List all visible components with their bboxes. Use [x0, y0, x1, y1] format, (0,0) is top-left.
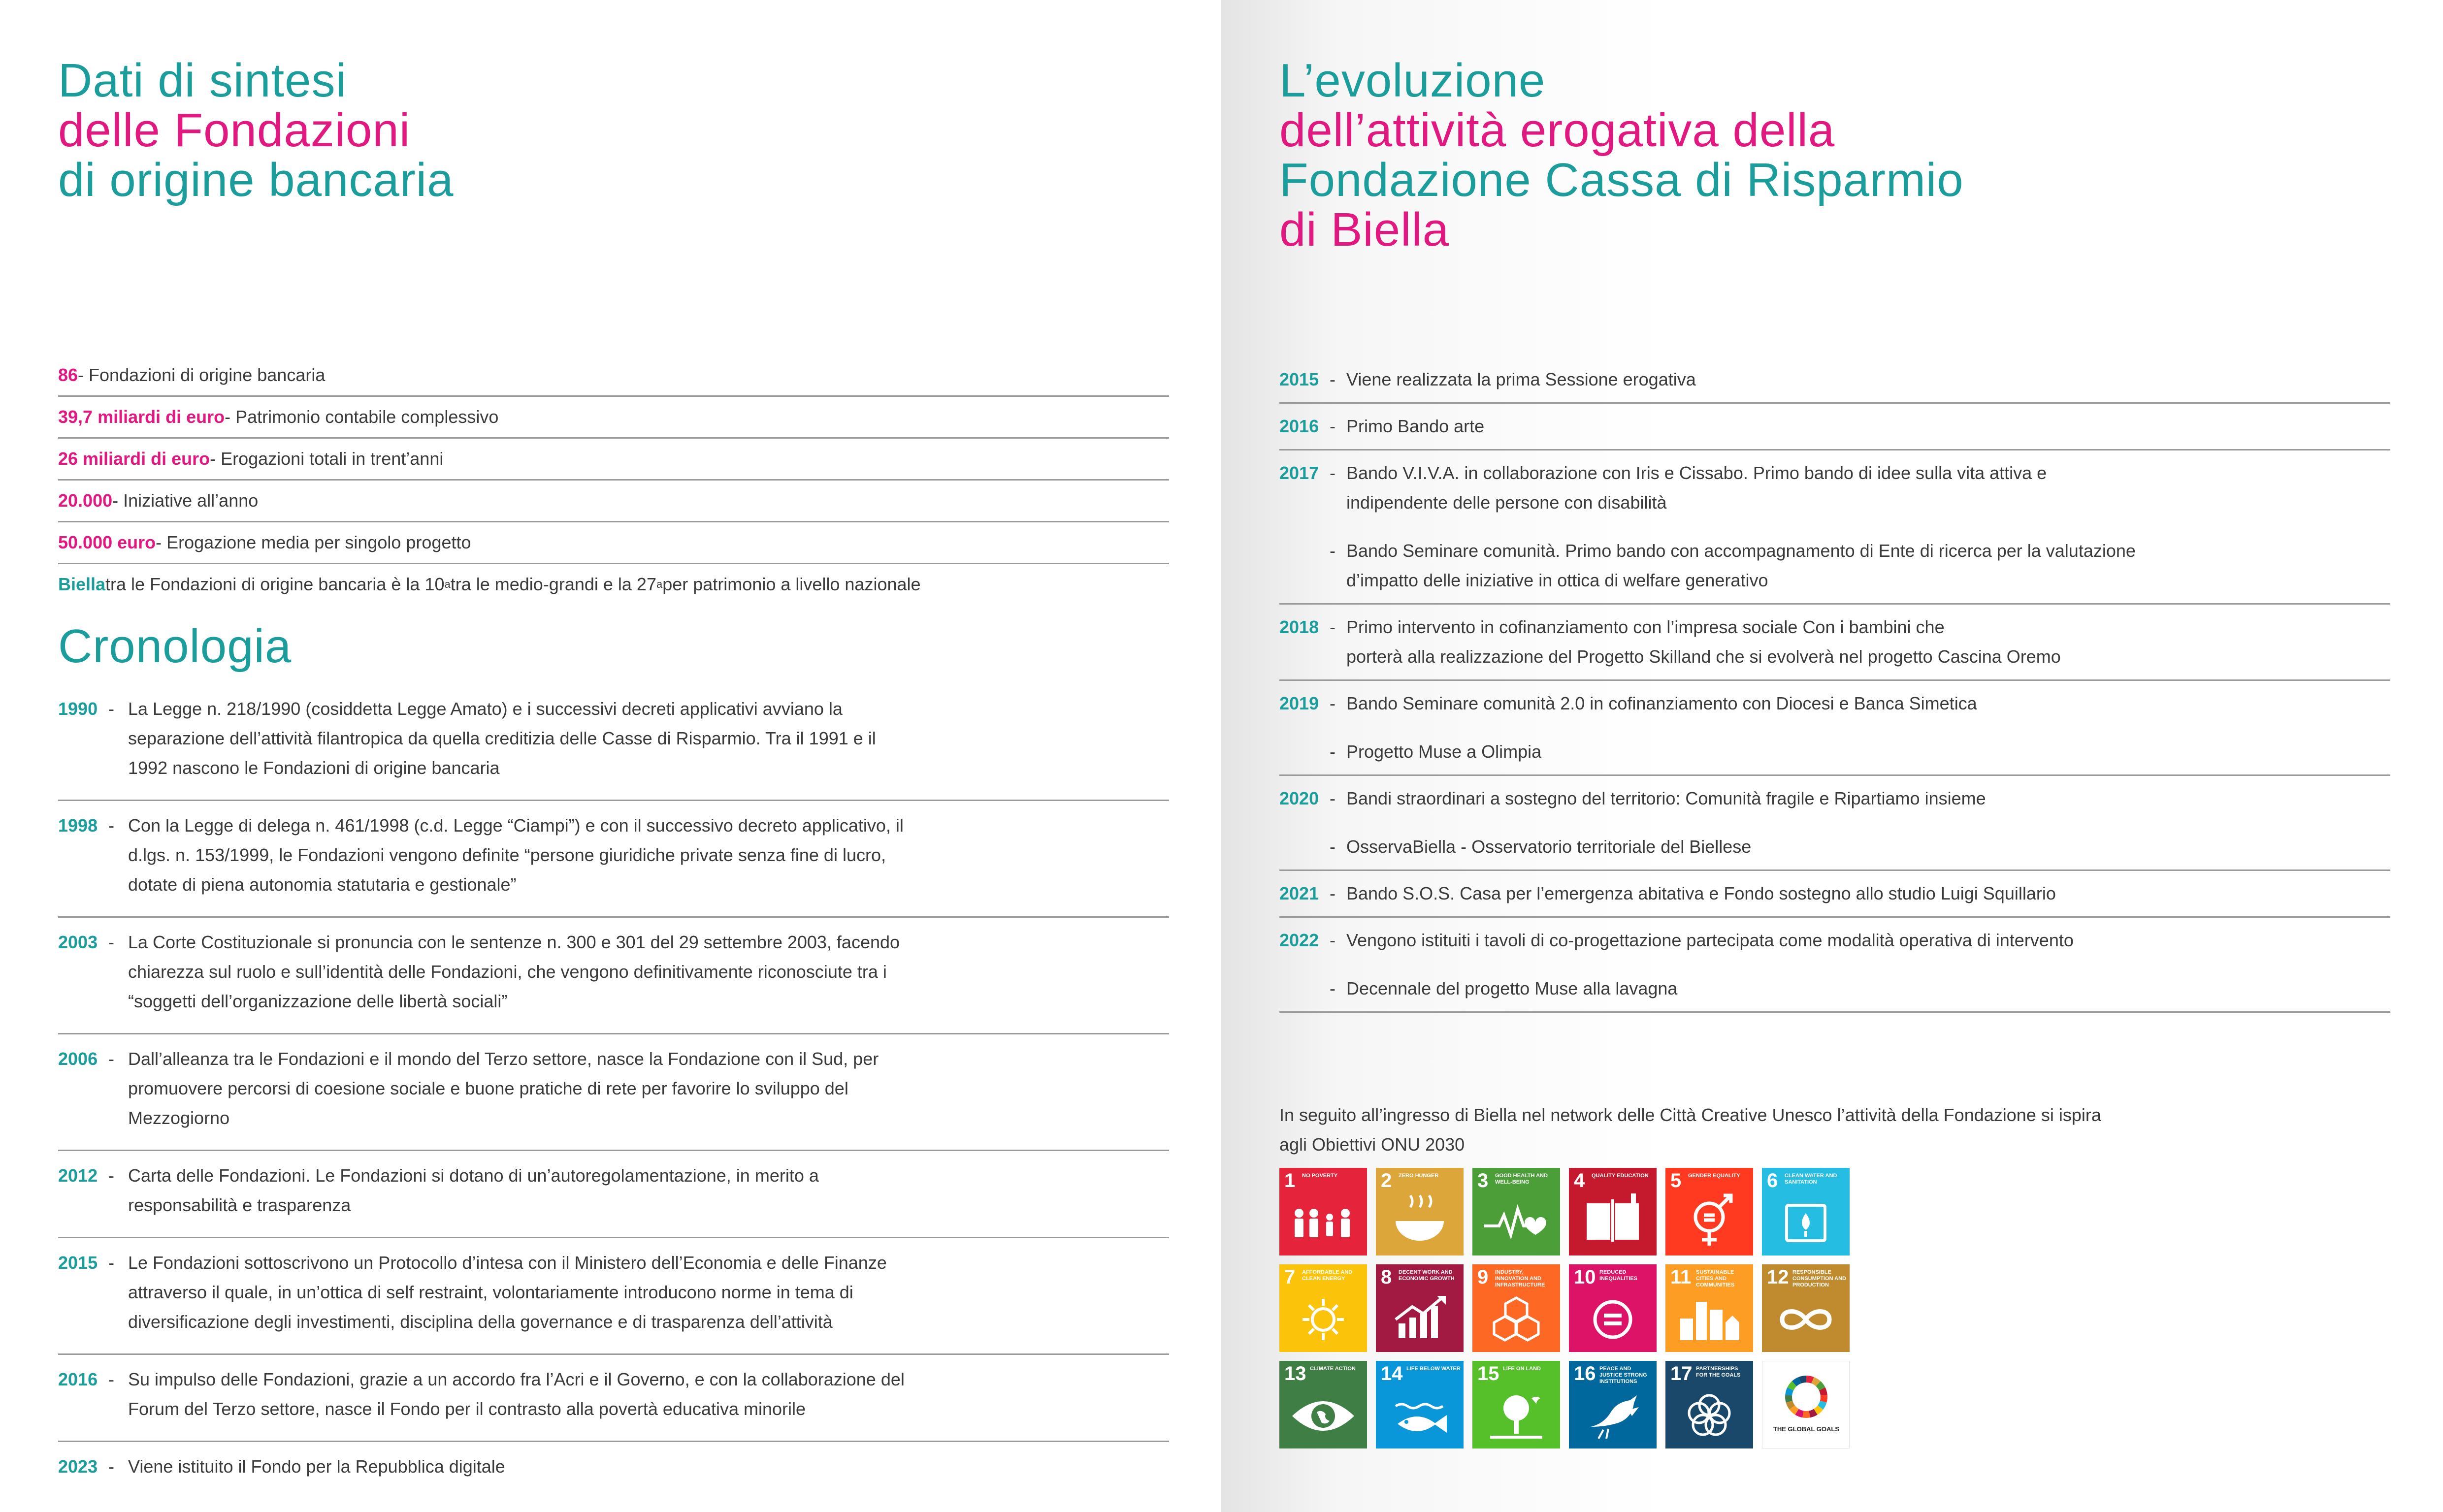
global-goals-logo	[1762, 1361, 1850, 1448]
text-line: Viene istituito il Fondo per la Repubblica digitale	[128, 1456, 505, 1477]
sdg-label: QUALITY EDUCATION	[1592, 1173, 1649, 1179]
text-line: Forum del Terzo settore, nasce il Fondo per il contrasto alla povertà educativa minorile	[128, 1399, 806, 1419]
cronologia-year: 1998	[58, 815, 98, 836]
evoluzione-item	[1330, 926, 2390, 955]
sdg-label: CLEAN WATER AND SANITATION	[1785, 1173, 1837, 1185]
sdg-tile-12	[1762, 1264, 1850, 1352]
sdg-label: SUSTAINABLE CITIES AND COMMUNITIES	[1696, 1269, 1735, 1288]
sdg-number: 15	[1477, 1363, 1499, 1384]
dash-marker: -	[1330, 836, 1336, 857]
sdg-tile-8	[1376, 1264, 1464, 1352]
right-title-line-3: Fondazione Cassa di Risparmio	[1279, 154, 1964, 206]
evoluzione-text	[1346, 737, 1541, 767]
dash-marker: -	[108, 1049, 114, 1069]
cronologia-row	[58, 1238, 1169, 1355]
evoluzione-items	[1330, 926, 2390, 1003]
sdg-number: 10	[1574, 1266, 1596, 1288]
cronologia-year: 2012	[58, 1165, 98, 1186]
evoluzione-text	[1346, 412, 1484, 441]
sdg-tile-7	[1279, 1264, 1367, 1352]
sdg-intro-line-1: In seguito all’ingresso di Biella nel network delle Città Creative Unesco l’attività della Fondazione si ispira	[1279, 1105, 2101, 1125]
sdg-label: GOOD HEALTH AND WELL-BEING	[1495, 1173, 1548, 1185]
dash-marker: -	[108, 815, 114, 836]
text-line: Carta delle Fondazioni. Le Fondazioni si dotano di un’autoregolamentazione, in merito a	[128, 1165, 819, 1186]
summary-value: 86	[58, 365, 78, 385]
evoluzione-items	[1330, 689, 2390, 767]
evoluzione-item	[1330, 879, 2390, 908]
cronologia-text	[128, 1452, 1169, 1481]
summary-row	[58, 355, 1169, 397]
cronologia-row	[58, 1151, 1169, 1238]
evoluzione-year: 2021	[1279, 883, 1319, 903]
biella-text-1: tra le Fondazioni di origine bancaria è la 10	[105, 574, 445, 594]
evoluzione-item	[1330, 784, 2390, 813]
evoluzione-text	[1346, 832, 1751, 862]
sdg-tile-15	[1472, 1361, 1560, 1448]
biella-name: Biella	[58, 574, 106, 594]
evoluzione-items	[1330, 784, 2390, 862]
evoluzione-year: 2016	[1279, 416, 1319, 436]
text-line: attraverso il quale, in un’ottica di self restraint, volontariamente introducono norme in tema di	[128, 1282, 853, 1302]
cronologia-text	[128, 1365, 1169, 1424]
text-line: promuovere percorsi di coesione sociale e buone pratiche di rete per favorire lo sviluppo del	[128, 1078, 848, 1098]
evoluzione-row	[1279, 681, 2390, 776]
text-line: Vengono istituiti i tavoli di co-progettazione partecipata come modalità operativa di intervento	[1346, 930, 2074, 950]
text-line: responsabilità e trasparenza	[128, 1195, 351, 1215]
dash-marker: -	[108, 1165, 114, 1186]
sdg-label: CLIMATE ACTION	[1310, 1366, 1356, 1372]
right-page-title	[1279, 56, 1964, 255]
text-line: Bando Seminare comunità 2.0 in cofinanziamento con Diocesi e Banca Simetica	[1346, 693, 1977, 713]
evoluzione-year: 2020	[1279, 788, 1319, 808]
summary-row	[58, 481, 1169, 522]
evoluzione-items	[1330, 365, 2390, 394]
evoluzione-row	[1279, 918, 2390, 1013]
sdg-tile-16	[1569, 1361, 1657, 1448]
evoluzione-year: 2019	[1279, 693, 1319, 713]
sdg-number: 9	[1477, 1266, 1489, 1288]
text-line: “soggetti dell’organizzazione delle libertà sociali”	[128, 991, 508, 1011]
evoluzione-item	[1330, 689, 2390, 718]
left-title-line-3: di origine bancaria	[58, 154, 454, 206]
sdg-label: INDUSTRY, INNOVATION AND INFRASTRUCTURE	[1495, 1269, 1545, 1288]
evoluzione-item	[1330, 536, 2390, 595]
summary-value: 50.000 euro	[58, 532, 156, 552]
sdg-number: 3	[1477, 1170, 1489, 1191]
sdg-tile-6	[1762, 1168, 1850, 1255]
sdg-label: AFFORDABLE AND CLEAN ENERGY	[1302, 1269, 1353, 1282]
text-line: Decennale del progetto Muse alla lavagna	[1346, 978, 1678, 998]
sdg-number: 2	[1381, 1170, 1392, 1191]
sdg-tile-3	[1472, 1168, 1560, 1255]
evoluzione-item	[1330, 832, 2390, 862]
cronologia-list	[58, 684, 1169, 1498]
sdg-tile-4	[1569, 1168, 1657, 1255]
sdg-number: 5	[1670, 1170, 1682, 1191]
sdg-tile-2	[1376, 1168, 1464, 1255]
sdg-label: DECENT WORK AND ECONOMIC GROWTH	[1399, 1269, 1455, 1282]
text-line: Primo intervento in cofinanziamento con l’impresa sociale Con i bambini che	[1346, 617, 1945, 637]
evoluzione-text	[1346, 458, 2047, 517]
evoluzione-text	[1346, 612, 2061, 672]
evoluzione-text	[1346, 926, 2074, 955]
summary-list	[58, 355, 1169, 605]
evoluzione-item	[1330, 412, 2390, 441]
sdg-number: 16	[1574, 1363, 1596, 1384]
biella-ranking-row: Biella tra le Fondazioni di origine bancaria è la 10 a tra le medio-grandi e la 27 a per patrimonio a livello nazionale	[58, 564, 1169, 605]
text-line: Primo Bando arte	[1346, 416, 1485, 436]
evoluzione-text	[1346, 365, 1696, 394]
evoluzione-list	[1279, 357, 2390, 1013]
text-line: Bando V.I.V.A. in collaborazione con Iris e Cissabo. Primo bando di idee sulla vita attiva e	[1346, 463, 2047, 483]
sdg-label: RESPONSIBLE CONSUMPTION AND PRODUCTION	[1792, 1269, 1846, 1288]
global-goals-wheel-icon	[1762, 1361, 1850, 1448]
cronologia-title: Cronologia	[58, 620, 292, 673]
left-page-title	[58, 56, 454, 205]
biella-text-3: per patrimonio a livello nazionale	[662, 574, 921, 594]
dash-marker: -	[108, 699, 114, 719]
cronologia-text	[128, 1161, 1169, 1220]
summary-value: 39,7 miliardi di euro	[58, 407, 225, 427]
summary-text: - Erogazione media per singolo progetto	[156, 532, 471, 552]
sdg-number: 1	[1284, 1170, 1296, 1191]
sdg-intro-line-2: agli Obiettivi ONU 2030	[1279, 1134, 1465, 1155]
dash-marker: -	[1330, 693, 1336, 713]
evoluzione-text	[1346, 974, 1677, 1003]
sdg-number: 6	[1767, 1170, 1778, 1191]
summary-text: - Erogazioni totali in trent’anni	[210, 449, 444, 469]
right-title-line-1: L’evoluzione	[1279, 54, 1546, 107]
cronologia-text	[128, 1248, 1169, 1337]
cronologia-row	[58, 918, 1169, 1034]
dash-marker: -	[1330, 369, 1336, 389]
summary-row	[58, 397, 1169, 439]
evoluzione-row	[1279, 776, 2390, 871]
summary-text: - Fondazioni di origine bancaria	[78, 365, 326, 385]
dash-marker: -	[1330, 741, 1336, 762]
dash-marker: -	[1330, 788, 1336, 808]
sdg-tile-13	[1279, 1361, 1367, 1448]
sdg-number: 11	[1670, 1266, 1692, 1288]
evoluzione-year: 2017	[1279, 463, 1319, 483]
evoluzione-year: 2015	[1279, 369, 1319, 389]
sdg-number: 12	[1767, 1266, 1789, 1288]
cronologia-row	[58, 1355, 1169, 1442]
dash-marker: -	[108, 1456, 114, 1477]
left-title-line-1: Dati di sintesi	[58, 54, 347, 107]
sdg-number: 13	[1284, 1363, 1306, 1384]
evoluzione-row	[1279, 871, 2390, 918]
evoluzione-items	[1330, 412, 2390, 441]
sdg-label: NO POVERTY	[1302, 1173, 1338, 1179]
sdg-tile-14	[1376, 1361, 1464, 1448]
text-line: porterà alla realizzazione del Progetto Skilland che si evolverà nel progetto Cascina Oremo	[1346, 646, 2061, 667]
sdg-tile-9	[1472, 1264, 1560, 1352]
sdg-tile-17	[1665, 1361, 1753, 1448]
summary-text: - Iniziative all’anno	[112, 490, 259, 511]
cronologia-row	[58, 1034, 1169, 1151]
text-line: chiarezza sul ruolo e sull’identità delle Fondazioni, che vengono definitivamente riconosciute tra i	[128, 962, 887, 982]
cronologia-row	[58, 684, 1169, 801]
evoluzione-row	[1279, 605, 2390, 681]
text-line: Su impulso delle Fondazioni, grazie a un accordo fra l’Acri e il Governo, e con la collaborazione del	[128, 1369, 905, 1389]
evoluzione-item	[1330, 974, 2390, 1003]
text-line: diversificazione degli investimenti, disciplina della governance e di trasparenza dell’attività	[128, 1312, 833, 1332]
sdg-number: 17	[1670, 1363, 1693, 1384]
sdg-number: 14	[1381, 1363, 1403, 1384]
dash-marker: -	[1330, 541, 1336, 561]
dash-marker: -	[108, 1369, 114, 1389]
cronologia-year: 2016	[58, 1369, 98, 1389]
sdg-number: 4	[1574, 1170, 1585, 1191]
sdg-label: LIFE BELOW WATER	[1406, 1366, 1461, 1372]
cronologia-text	[128, 928, 1169, 1016]
cronologia-text	[128, 1044, 1169, 1133]
sdg-number: 8	[1381, 1266, 1392, 1288]
evoluzione-item	[1330, 737, 2390, 767]
summary-row	[58, 522, 1169, 564]
biella-text-2: tra le medio-grandi e la 27	[450, 574, 656, 594]
text-line: La Legge n. 218/1990 (cosiddetta Legge Amato) e i successivi decreti applicativi avviano la	[128, 699, 843, 719]
cronologia-row	[58, 1442, 1169, 1498]
text-line: d’impatto delle iniziative in ottica di welfare generativo	[1346, 570, 1768, 590]
text-line: Mezzogiorno	[128, 1108, 230, 1128]
dash-marker: -	[1330, 930, 1336, 950]
text-line: OsservaBiella - Osservatorio territoriale del Biellese	[1346, 836, 1752, 857]
text-line: Progetto Muse a Olimpia	[1346, 741, 1542, 762]
evoluzione-text	[1346, 536, 2136, 595]
cronologia-text	[128, 694, 1169, 783]
evoluzione-row	[1279, 357, 2390, 404]
dash-marker: -	[1330, 463, 1336, 483]
sdg-tile-11	[1665, 1264, 1753, 1352]
dash-marker: -	[1330, 883, 1336, 903]
text-line: La Corte Costituzionale si pronuncia con le sentenze n. 300 e 301 del 29 settembre 2003, facendo	[128, 932, 900, 952]
sdg-label: PEACE AND JUSTICE STRONG INSTITUTIONS	[1599, 1366, 1647, 1384]
cronologia-text	[128, 811, 1169, 900]
sdg-intro	[1279, 1100, 2215, 1159]
dash-marker: -	[108, 1253, 114, 1273]
cronologia-year: 2006	[58, 1049, 98, 1069]
summary-row	[58, 439, 1169, 481]
sdg-tile-1	[1279, 1168, 1367, 1255]
cronologia-row	[58, 801, 1169, 918]
cronologia-year: 2015	[58, 1253, 98, 1273]
right-title-line-4: di Biella	[1279, 203, 1450, 256]
text-line: Con la Legge di delega n. 461/1998 (c.d. Legge “Ciampi”) e con il successivo decreto applicativo, il	[128, 815, 904, 836]
summary-value: 26 miliardi di euro	[58, 449, 210, 469]
text-line: 1992 nascono le Fondazioni di origine bancaria	[128, 758, 500, 778]
evoluzione-text	[1346, 689, 1977, 718]
summary-text: - Patrimonio contabile complessivo	[225, 407, 499, 427]
evoluzione-year: 2018	[1279, 617, 1319, 637]
dash-marker: -	[1330, 617, 1336, 637]
evoluzione-text	[1346, 784, 1986, 813]
cronologia-year: 2003	[58, 932, 98, 952]
evoluzione-row	[1279, 450, 2390, 605]
evoluzione-items	[1330, 612, 2390, 672]
dash-marker: -	[108, 932, 114, 952]
sdg-label: LIFE ON LAND	[1503, 1366, 1541, 1372]
sdg-tile-5	[1665, 1168, 1753, 1255]
text-line: d.lgs. n. 153/1999, le Fondazioni vengono definite “persone giuridiche private senza fine di lucro,	[128, 845, 886, 865]
sdg-tile-10	[1569, 1264, 1657, 1352]
evoluzione-item	[1330, 365, 2390, 394]
text-line: Dall’alleanza tra le Fondazioni e il mondo del Terzo settore, nasce la Fondazione con il Sud, per	[128, 1049, 879, 1069]
right-title-line-2: dell’attività erogativa della	[1279, 104, 1835, 157]
cronologia-year: 2023	[58, 1456, 98, 1477]
text-line: indipendente delle persone con disabilità	[1346, 492, 1667, 513]
text-line: Bando Seminare comunità. Primo bando con accompagnamento di Ente di ricerca per la valutazione	[1346, 541, 2136, 561]
cronologia-year: 1990	[58, 699, 98, 719]
text-line: separazione dell’attività filantropica da quella creditizia delle Casse di Risparmio. Tra il 1991 e il	[128, 728, 876, 748]
evoluzione-text	[1346, 879, 2056, 908]
text-line: Bandi straordinari a sostegno del territorio: Comunità fragile e Ripartiamo insieme	[1346, 788, 1986, 808]
evoluzione-item	[1330, 612, 2390, 672]
global-goals-label: THE GLOBAL GOALS	[1773, 1425, 1840, 1433]
evoluzione-row	[1279, 404, 2390, 450]
left-title-line-2: delle Fondazioni	[58, 104, 411, 157]
dash-marker: -	[1330, 416, 1336, 436]
text-line: Le Fondazioni sottoscrivono un Protocollo d’intesa con il Ministero dell’Economia e delle Finanze	[128, 1253, 887, 1273]
evoluzione-items	[1330, 879, 2390, 908]
evoluzione-items	[1330, 458, 2390, 595]
sdg-label: PARTNERSHIPS FOR THE GOALS	[1696, 1366, 1741, 1378]
text-line: Bando S.O.S. Casa per l’emergenza abitativa e Fondo sostegno allo studio Luigi Squillario	[1346, 883, 2056, 903]
summary-value: 20.000	[58, 490, 113, 511]
dash-marker: -	[1330, 978, 1336, 998]
evoluzione-year: 2022	[1279, 930, 1319, 950]
evoluzione-item	[1330, 458, 2390, 517]
sdg-label: ZERO HUNGER	[1399, 1173, 1439, 1179]
text-line: dotate di piena autonomia statutaria e gestionale”	[128, 874, 517, 895]
sdg-label: GENDER EQUALITY	[1688, 1173, 1740, 1179]
text-line: Viene realizzata la prima Sessione erogativa	[1346, 369, 1696, 389]
sdg-number: 7	[1284, 1266, 1296, 1288]
sdg-label: REDUCED INEQUALITIES	[1599, 1269, 1638, 1282]
